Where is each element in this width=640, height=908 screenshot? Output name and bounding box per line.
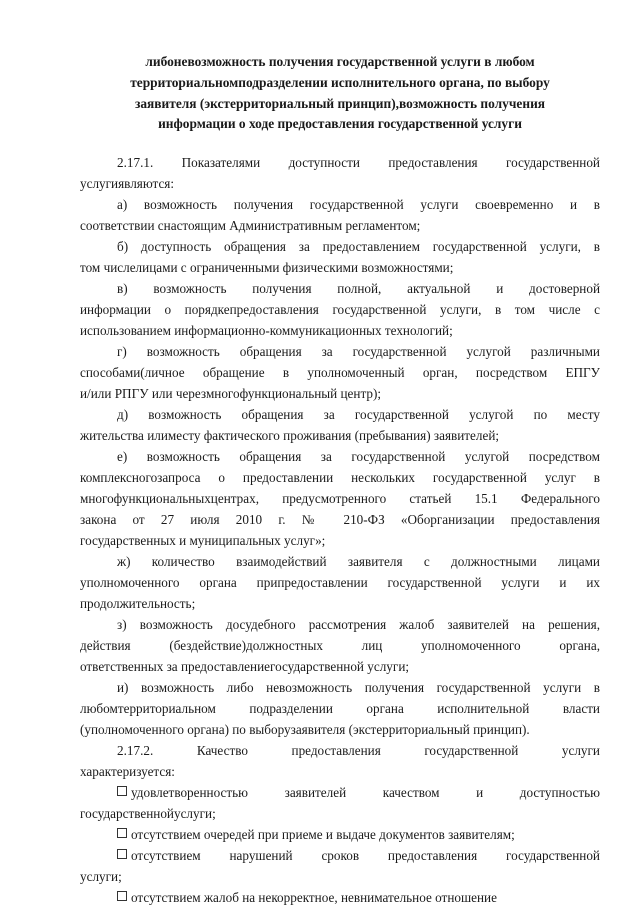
paragraph-line [80,866,600,887]
heading-line: информации о ходе предоставления государственной услуги [158,116,522,132]
paragraph-line [80,341,600,362]
line-text: услуги; [80,869,122,884]
line-text: б) доступность обращения за предоставлением государственной услуги, в [117,239,600,254]
paragraph-line [80,467,600,488]
line-text: уполномоченного органа припредоставлении государственной услуги и их [80,575,600,590]
paragraph-line [80,488,600,509]
bullet-box-icon [117,828,127,838]
line-text: любомтерриториальном подразделении органа исполнительной власти [80,701,600,716]
paragraph-line [80,803,600,824]
paragraph-line [80,425,600,446]
line-text: способами(личное обращение в уполномоченный орган, посредством ЕПГУ [80,365,600,380]
paragraph-line [80,215,600,236]
paragraph [80,341,600,404]
section-heading [80,52,600,135]
line-text: соответствии снастоящим Административным регламентом; [80,218,421,233]
paragraph-line [80,551,600,572]
heading-line: территориальномподразделении исполнительного органа, по выбору [130,74,550,90]
line-text: информации о порядкепредоставления государственной услуги, в том числе с [80,302,600,317]
line-text: удовлетворенностью заявителей качеством и доступностью [131,785,600,800]
line-text: жительства илиместу фактического проживания (пребывания) заявителей; [80,428,500,443]
line-text: государственнойуслуги; [80,806,216,821]
paragraph-line [80,614,600,635]
paragraph-line [80,257,600,278]
paragraph-line [80,278,600,299]
line-text: е) возможность обращения за государственной услугой посредством [117,449,600,464]
paragraph-line [80,236,600,257]
bullet-box-icon [117,786,127,796]
line-text: (уполномоченного органа) по выборузаявителя (экстерриториальный принцип). [80,722,530,737]
paragraph-line [80,530,600,551]
line-text: и/или РПГУ или черезмногофункциональный центр); [80,386,382,401]
paragraph [80,614,600,677]
bullet-box-icon [117,849,127,859]
paragraph-line [80,404,600,425]
line-text: отсутствием очередей при приеме и выдаче документов заявителям; [131,827,515,842]
paragraph-line [80,677,600,698]
line-text: ж) количество взаимодействий заявителя с должностными лицами [117,554,600,569]
paragraph-line [80,656,600,677]
paragraph-line [80,761,600,782]
line-text: отсутствием жалоб на некорректное, невнимательное отношение [131,890,497,905]
paragraph-line [80,845,600,866]
line-text: характеризуется: [80,764,175,779]
paragraph [80,446,600,551]
paragraph-line [80,698,600,719]
line-text: а) возможность получения государственной услуги своевременно и в [117,197,600,212]
paragraph [80,236,600,278]
paragraph-line [80,446,600,467]
paragraph [80,677,600,740]
paragraph-line [80,782,600,803]
paragraph-line [80,740,600,761]
paragraph [80,782,600,824]
line-text: действия (бездействие)должностных лиц уполномоченного органа, [80,638,600,653]
paragraph [80,278,600,341]
paragraph [80,404,600,446]
paragraph [80,845,600,887]
paragraph [80,152,600,194]
heading-line: либоневозможность получения государственной услуги в любом [145,54,535,69]
line-text: государственных и муниципальных услуг»; [80,533,326,548]
paragraph-line [80,320,600,341]
line-text: 2.17.2. Качество предоставления государственной услуги [117,743,600,758]
line-text: и) возможность либо невозможность получения государственной услуги в [117,680,600,695]
paragraph [80,194,600,236]
line-text: том числелицами с ограниченными физическими возможностями; [80,260,454,275]
bullet-box-icon [117,891,127,901]
line-text: использованием информационно-коммуникационных технологий; [80,323,453,338]
paragraph [80,740,600,782]
line-text: продолжительность; [80,596,196,611]
paragraph-line [80,173,600,194]
line-text: закона от 27 июля 2010 г. № 210-ФЗ «Оборганизации предоставления [80,512,600,527]
line-text: отсутствием нарушений сроков предоставления государственной [131,848,600,863]
paragraph-line [80,572,600,593]
paragraph-line [80,824,600,845]
line-text: многофункциональныхцентрах, предусмотренного статьей 15.1 Федерального [80,491,600,506]
paragraph [80,824,600,845]
line-text: д) возможность обращения за государственной услугой по месту [117,407,600,422]
line-text: услугиявляются: [80,176,175,191]
paragraph-line [80,593,600,614]
paragraph [80,551,600,614]
paragraph-line [80,635,600,656]
paragraph-line [80,299,600,320]
line-text: 2.17.1. Показателями доступности предоставления государственной [117,155,600,170]
paragraph-line [80,194,600,215]
document-body [80,152,600,908]
paragraph-line [80,719,600,740]
line-text: з) возможность досудебного рассмотрения жалоб заявителей на решения, [117,617,600,632]
line-text: комплексногозапроса о предоставлении нескольких государственной услуг в [80,470,600,485]
line-text: ответственных за предоставлениегосударственной услуги; [80,659,410,674]
heading-line: заявителя (экстерриториальный принцип),возможность получения [134,95,546,111]
paragraph-line [80,152,600,173]
line-text: в) возможность получения полной, актуальной и достоверной [117,281,600,296]
paragraph-line [80,383,600,404]
line-text: г) возможность обращения за государственной услугой различными [117,344,600,359]
paragraph-line [80,509,600,530]
paragraph-line [80,362,600,383]
